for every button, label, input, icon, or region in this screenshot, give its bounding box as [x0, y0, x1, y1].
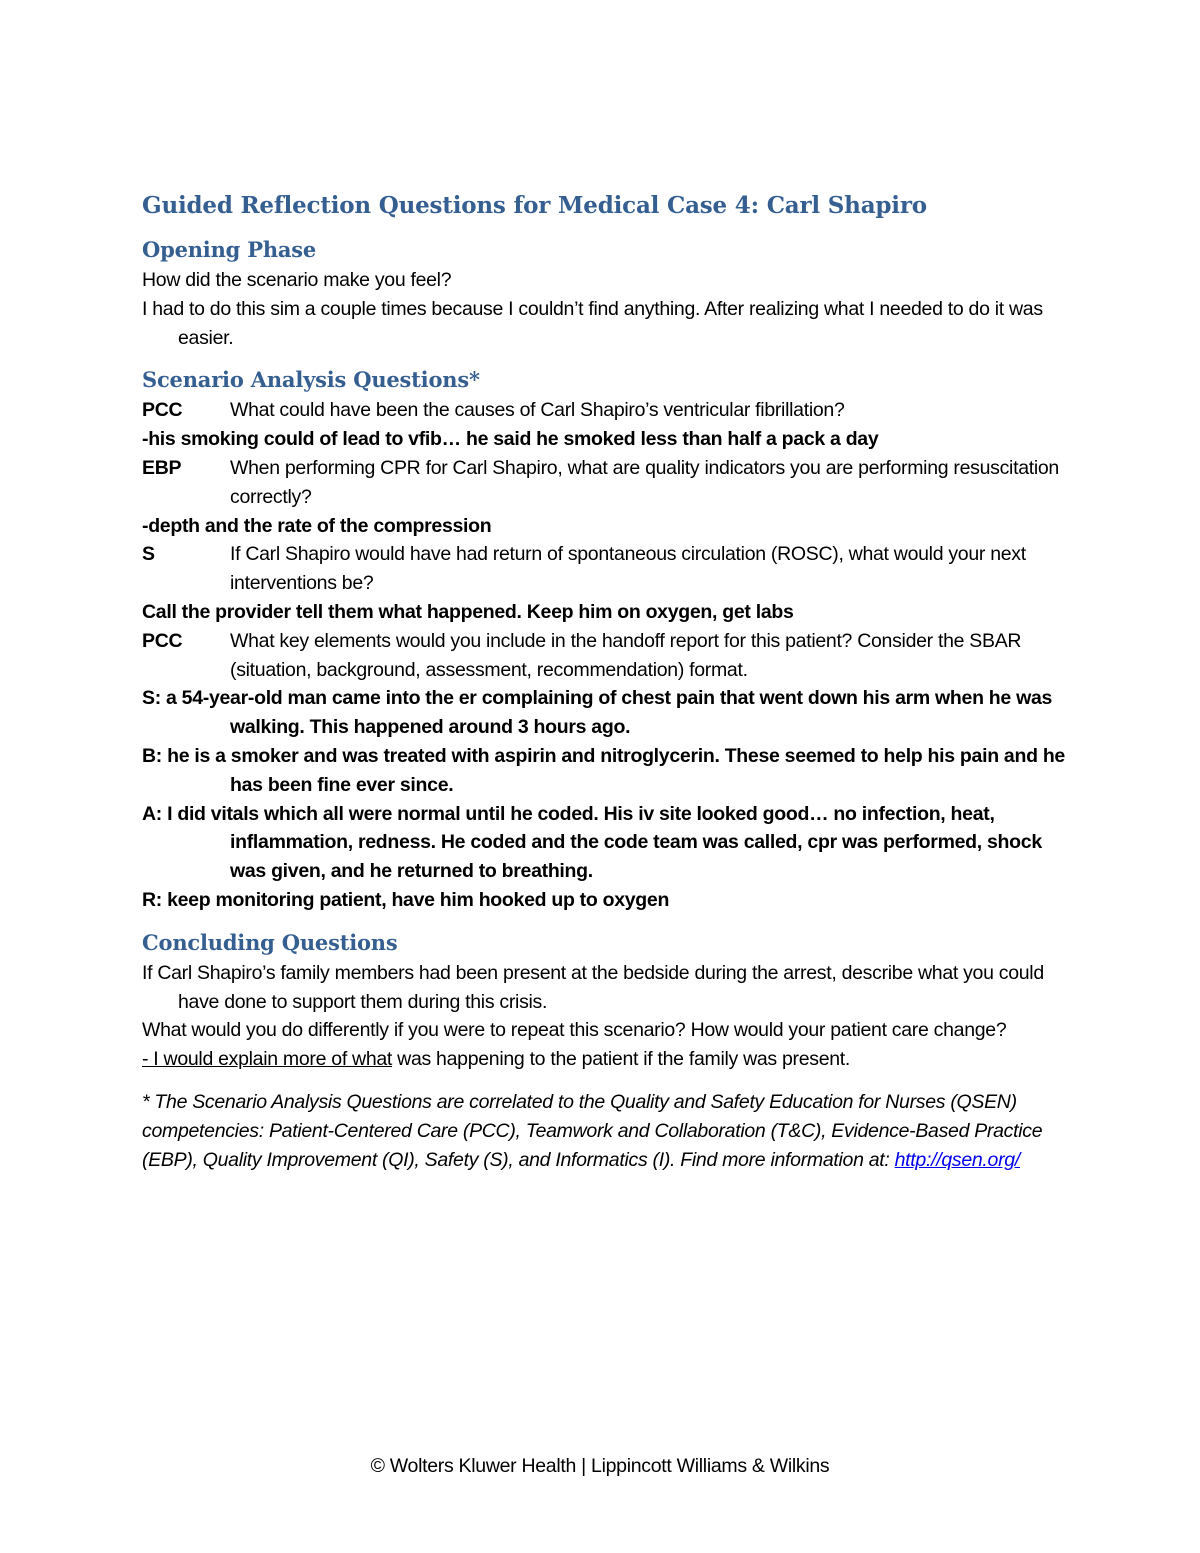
- footnote-text: * The Scenario Analysis Questions are correlated to the Quality and Safety Education for Nurses (QSEN) competencies: Patient-Centered Care (PCC), Teamwork and Collaboration (T&C), Evidence-Based Practice (EBP), Quality Improvement (QI), Safety (S), and Informatics (I). Find more information at:: [142, 1090, 1043, 1171]
- qsen-code: PCC: [142, 399, 183, 422]
- sbar-background: B: he is a smoker and was treated with aspirin and nitroglycerin. These seemed to help his pain and he has been fine ever since.: [142, 744, 1065, 796]
- opening-question: How did the scenario make you feel?: [142, 269, 452, 291]
- concluding-heading: Concluding Questions: [142, 929, 398, 955]
- analysis-question-4: [142, 627, 1072, 685]
- sbar-assessment: A: I did vitals which all were normal until he coded. His iv site looked good… no infection, heat, inflammation, redness. He coded and the code team was called, cpr was performed, shock was given, and he returned to breathing.: [142, 802, 1042, 883]
- qsen-link[interactable]: http://qsen.org/: [894, 1148, 1020, 1171]
- document-body: [142, 190, 1072, 1175]
- sbar-recommendation: R: keep monitoring patient, have him hooked up to oxygen: [142, 888, 670, 911]
- opening-phase-heading: Opening Phase: [142, 237, 317, 262]
- qsen-footnote: [142, 1088, 1072, 1175]
- document-title: Guided Reflection Questions for Medical Case 4: Carl Shapiro: [142, 192, 927, 219]
- analysis-question-1: [142, 396, 1072, 425]
- answer-underlined-text: - I would explain more of what: [142, 1048, 393, 1071]
- qsen-code: S: [142, 543, 155, 566]
- analysis-answer-1: -his smoking could of lead to vfib… he said he smoked less than half a pack a day: [142, 428, 879, 451]
- concluding-question-2: What would you do differently if you were to repeat this scenario? How would your patient care change?: [142, 1019, 1007, 1042]
- analysis-answer-3: Call the provider tell them what happened. Keep him on oxygen, get labs: [142, 600, 794, 623]
- question-text: If Carl Shapiro would have had return of spontaneous circulation (ROSC), what would your next interventions be?: [230, 543, 1026, 595]
- concluding-question-1: If Carl Shapiro’s family members had been present at the bedside during the arrest, describe what you could have done to support them during this crisis.: [142, 961, 1044, 1013]
- analysis-heading: Scenario Analysis Questions*: [142, 367, 480, 393]
- question-text: What key elements would you include in the handoff report for this patient? Consider the SBAR (situation, background, assessment, recommendation) format.: [230, 629, 1022, 681]
- analysis-answer-2: -depth and the rate of the compression: [142, 514, 492, 537]
- qsen-code: EBP: [142, 456, 182, 479]
- analysis-question-2: [142, 454, 1072, 512]
- analysis-question-3: [142, 540, 1072, 598]
- question-text: When performing CPR for Carl Shapiro, what are quality indicators you are performing resuscitation correctly?: [230, 456, 1059, 508]
- qsen-code: PCC: [142, 629, 183, 652]
- answer-text: was happening to the patient if the family was present.: [392, 1048, 851, 1071]
- question-text: What could have been the causes of Carl Shapiro’s ventricular fibrillation?: [230, 399, 845, 422]
- sbar-situation: S: a 54-year-old man came into the er complaining of chest pain that went down his arm when he was walking. This happened around 3 hours ago.: [142, 687, 1053, 739]
- copyright-footer: © Wolters Kluwer Health | Lippincott Williams & Wilkins: [370, 1455, 830, 1477]
- concluding-answer: [142, 1045, 1072, 1074]
- opening-answer: I had to do this sim a couple times because I couldn’t find anything. After realizing what I needed to do it was easier.: [142, 297, 1043, 349]
